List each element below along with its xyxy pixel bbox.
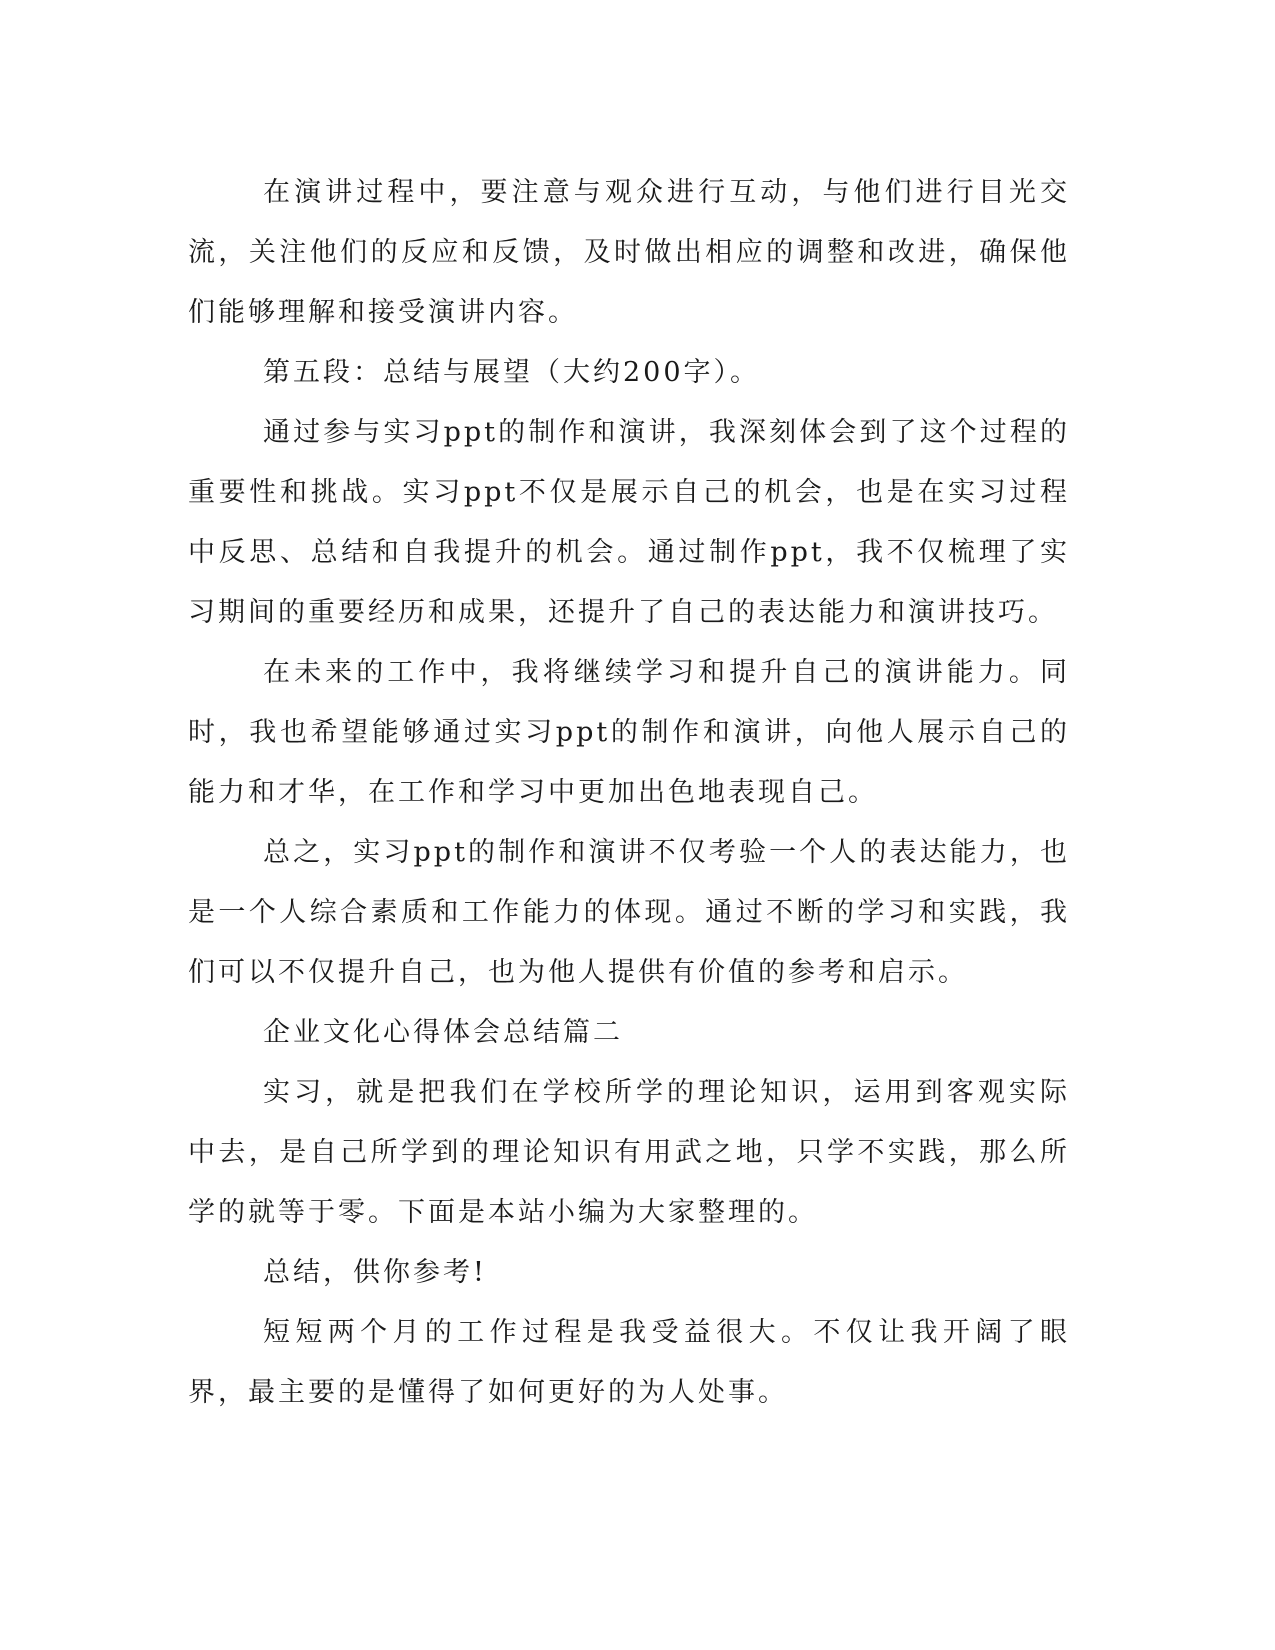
paragraph-internship-definition: 实习，就是把我们在学校所学的理论知识，运用到客观实际中去，是自己所学到的理论知识有用武之地，只学不实践，那么所学的就等于零。下面是本站小编为大家整理的。 <box>188 1077 1070 1228</box>
paragraph-two-months: 短短两个月的工作过程是我受益很大。不仅让我开阔了眼界，最主要的是懂得了如何更好的为人处事。 <box>188 1317 1070 1408</box>
paragraph-ppt-reflection: 通过参与实习ppt的制作和演讲，我深刻体会到了这个过程的重要性和挑战。实习ppt不仅是展示自己的机会，也是在实习过程中反思、总结和自我提升的机会。通过制作ppt，我不仅梳理了实习期间的重要经历和成果，还提升了自己的表达能力和演讲技巧。 <box>188 417 1070 628</box>
document-body <box>188 163 1070 1423</box>
paragraph-section-five-heading: 第五段：总结与展望（大约200字）。 <box>263 357 761 388</box>
paragraph-interaction: 在演讲过程中，要注意与观众进行互动，与他们进行目光交流，关注他们的反应和反馈，及时做出相应的调整和改进，确保他们能够理解和接受演讲内容。 <box>188 177 1070 328</box>
paragraph-future-work: 在未来的工作中，我将继续学习和提升自己的演讲能力。同时，我也希望能够通过实习ppt的制作和演讲，向他人展示自己的能力和才华，在工作和学习中更加出色地表现自己。 <box>188 657 1070 808</box>
paragraph-conclusion: 总之，实习ppt的制作和演讲不仅考验一个人的表达能力，也是一个人综合素质和工作能力的体现。通过不断的学习和实践，我们可以不仅提升自己，也为他人提供有价值的参考和启示。 <box>188 837 1070 988</box>
paragraph-article-two-title: 企业文化心得体会总结篇二 <box>263 1017 623 1048</box>
paragraph-for-reference: 总结，供你参考! <box>263 1257 487 1288</box>
